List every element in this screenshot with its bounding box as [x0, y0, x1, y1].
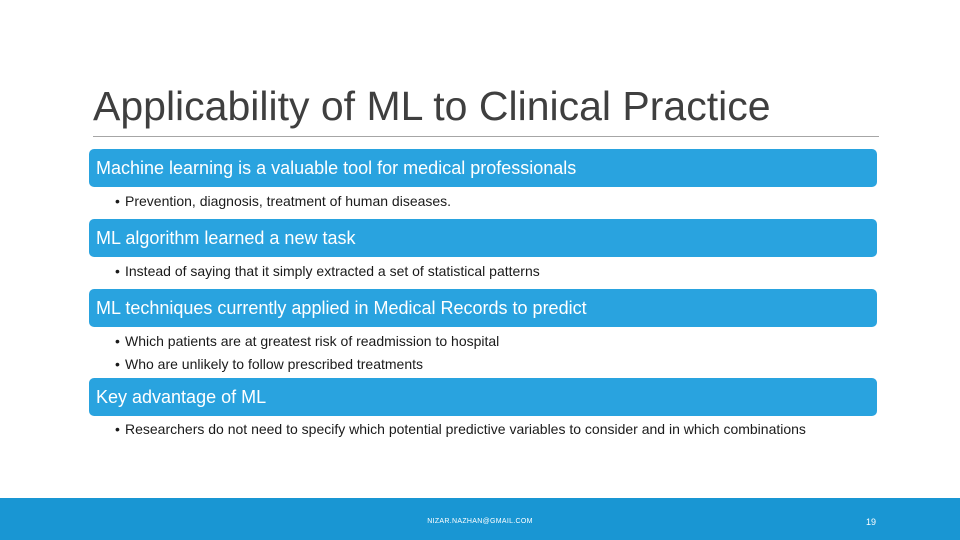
section-heading-ml-tool: Machine learning is a valuable tool for medical professionals [89, 149, 877, 187]
page-number: 19 [865, 517, 876, 527]
footer-bar [0, 498, 960, 540]
bullet-text: Who are unlikely to follow prescribed treatments [125, 356, 424, 372]
section-bullets-medical-records [115, 332, 815, 374]
bullet-item [115, 332, 815, 351]
section-heading-new-task: ML algorithm learned a new task [89, 219, 877, 257]
bullet-item [115, 420, 815, 439]
bullet-dot: • [115, 333, 120, 349]
bullet-dot: • [115, 193, 120, 209]
bullet-item [115, 355, 815, 374]
section-heading-medical-records: ML techniques currently applied in Medical Records to predict [89, 289, 877, 327]
bullet-dot: • [115, 356, 120, 372]
bullet-text: Instead of saying that it simply extracted a set of statistical patterns [125, 263, 540, 279]
bullet-item [115, 192, 815, 211]
slide-title: Applicability of ML to Clinical Practice [93, 83, 771, 129]
section-heading-key-advantage: Key advantage of ML [89, 378, 877, 416]
bullet-text: Researchers do not need to specify which potential predictive variables to consider and in which combinations [125, 421, 806, 437]
section-bullets-new-task [115, 262, 815, 281]
bullet-dot: • [115, 263, 120, 279]
section-bullets-key-advantage [115, 420, 815, 439]
section-bullets-ml-tool [115, 192, 815, 211]
bullet-dot: • [115, 421, 120, 437]
title-divider [93, 136, 879, 137]
bullet-text: Which patients are at greatest risk of readmission to hospital [125, 333, 500, 349]
bullet-item [115, 262, 815, 281]
bullet-text: Prevention, diagnosis, treatment of human diseases. [125, 193, 452, 209]
footer-email: NIZAR.NAZHAN@GMAIL.COM [427, 518, 533, 525]
